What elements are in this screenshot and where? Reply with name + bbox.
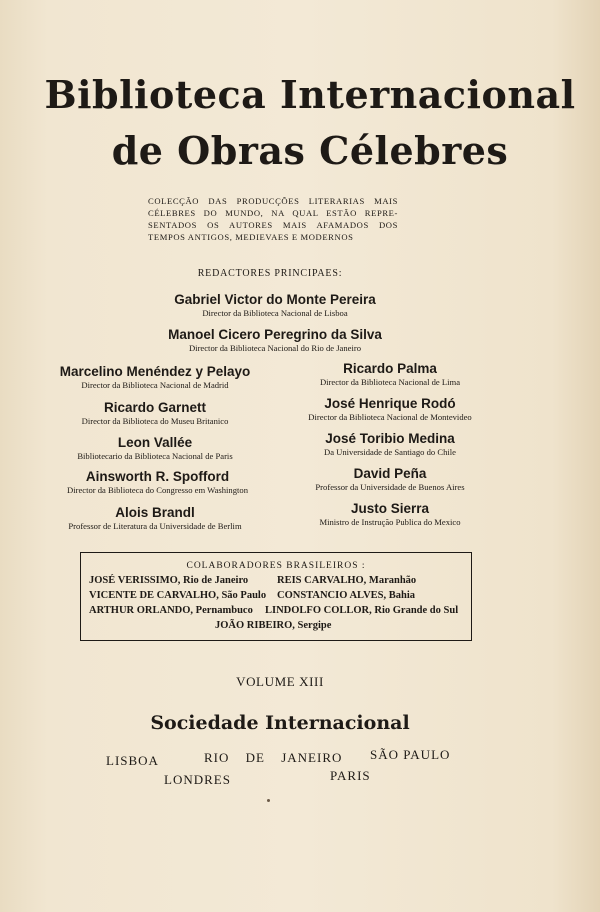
volume-number: VOLUME XIII [236,674,324,689]
collaborator: CONSTANCIO ALVES, Bahia [277,590,416,601]
editor-role: Director da Biblioteca Nacional de Madrid [81,380,229,390]
collaborator: VICENTE DE CARVALHO, São Paulo [89,590,267,601]
editor-entry [40,469,275,496]
editor-name: Justo Sierra [350,501,430,516]
editor-role: Director da Biblioteca Nacional de Lima [319,377,461,387]
collaborator: LINDOLFO COLLOR, Rio Grande do Sul [265,605,459,616]
editor-name: Manoel Cicero Peregrino da Silva [168,327,382,342]
editor-name: Alois Brandl [115,505,195,520]
editor-entry [40,400,270,427]
city-rio-de-janeiro: RIO DE JANEIRO [204,750,343,765]
editor-name: Marcelino Menéndez y Pelayo [59,364,251,379]
editor-role: Director da Biblioteca Nacional de Lisboa [202,308,348,318]
editor-name: Leon Vallée [117,435,193,450]
editor-role: Director da Biblioteca Nacional do Rio de Janeiro [188,343,362,353]
city-lisboa: LISBOA [106,753,159,768]
book-description: COLECÇÃO DAS PRODUCÇÕES LITERARIAS MAIS CÉLEBRES DO MUNDO, NA QUAL ESTÃO REPRE-SENTADOS OS AUTORES MAIS AFAMADOS DOS TEMPOS ANTIGOS, MEDIEVAES E MODERNOS [148,196,398,242]
editor-role: Professor da Universidade de Buenos Aires [315,482,465,492]
collaborator: JOSÉ VERISSIMO, Rio de Janeiro [89,575,249,586]
editor-name: José Toribio Medina [325,431,455,446]
city-sao-paulo: SÃO PAULO [370,747,451,762]
collaborator: ARTHUR ORLANDO, Pernambuco [89,605,253,616]
redactores-heading: REDACTORES PRINCIPAES: [197,268,343,279]
colaboradores-heading: COLABORADORES BRASILEIROS : [186,561,366,571]
editor-entry [280,501,500,528]
editor-entry [40,435,270,462]
city-paris: PARIS [330,768,371,783]
editor-name: David Peña [353,466,427,481]
city-londres: LONDRES [164,772,231,787]
editor-role: Director da Biblioteca do Museu Britanico [81,416,229,426]
editor-name: Gabriel Victor do Monte Pereira [174,292,376,307]
editor-role: Director da Biblioteca Nacional de Montevideo [308,412,472,422]
editor-role: Professor de Literatura da Universidade de Berlim [68,521,242,531]
ornament-dot [267,799,270,802]
book-title-line-1: Biblioteca Internacional [44,72,576,117]
editor-entry [280,361,500,388]
editor-name: José Henrique Rodó [324,396,456,411]
editor-entry [120,327,430,354]
colaboradores-box [80,552,472,641]
collaborator: JOÃO RIBEIRO, Sergipe [215,620,332,631]
book-title-line-2: de Obras Célebres [111,128,509,173]
editor-name: Ricardo Garnett [103,400,207,415]
editor-role: Director da Biblioteca do Congresso em Washington [66,485,248,495]
editor-name: Ainsworth R. Spofford [85,469,230,484]
editor-role: Da Universidade de Santiago do Chile [324,447,456,457]
editor-entry [40,364,270,391]
editor-entry [280,466,500,493]
editor-entry [280,431,500,458]
editor-entry [120,292,430,319]
editor-name: Ricardo Palma [343,361,437,376]
publisher-name: Sociedade Internacional [150,712,410,734]
editor-role: Bibliotecario da Biblioteca Nacional de Paris [77,451,233,461]
editor-role: Ministro de Instrução Publica do Mexico [319,517,461,527]
editor-entry [280,396,500,423]
collaborator: REIS CARVALHO, Maranhão [277,575,417,586]
editor-entry [40,505,270,532]
